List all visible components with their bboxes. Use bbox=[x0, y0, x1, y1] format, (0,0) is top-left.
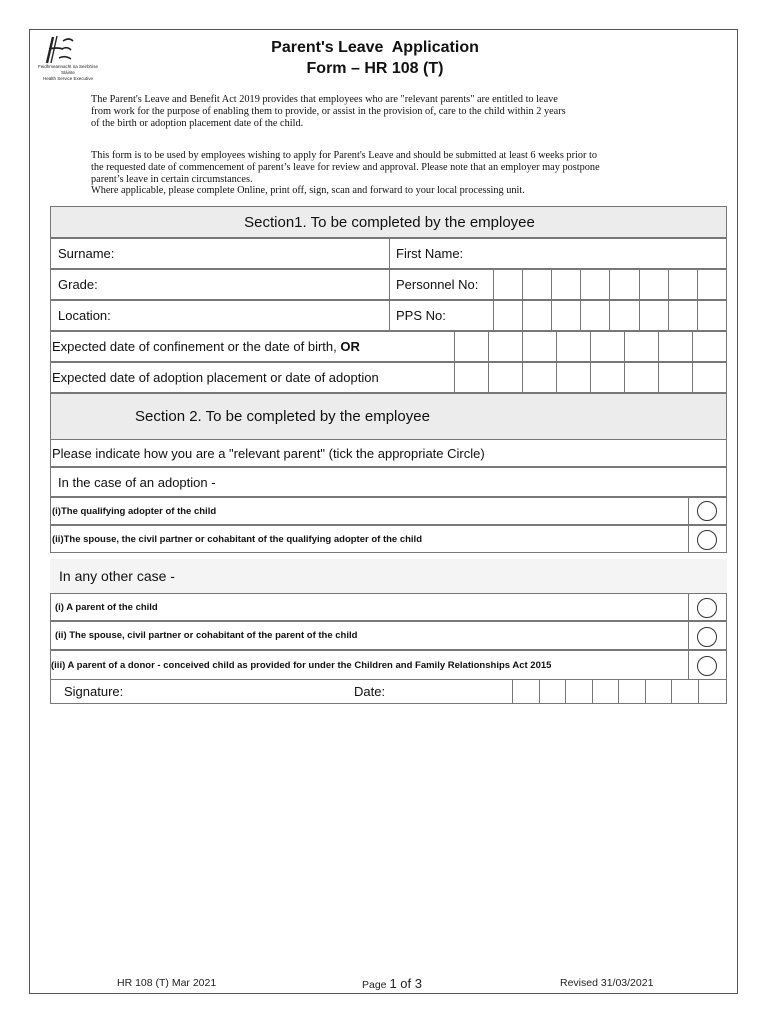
first-name-label: First Name: bbox=[396, 246, 464, 261]
logo-text-irish: Feidhmeannacht na Seirbhíse Sláinte bbox=[37, 64, 99, 75]
grade-label: Grade: bbox=[58, 277, 98, 292]
surname-row bbox=[50, 238, 727, 269]
option-parent-row bbox=[50, 593, 727, 621]
signature-row bbox=[50, 680, 727, 704]
footer-page-number bbox=[362, 976, 422, 991]
logo-text bbox=[33, 64, 103, 82]
logo-text-english: Health Service Executive bbox=[42, 76, 94, 81]
option-qualifying-adopter-row bbox=[50, 497, 727, 525]
footer-form-code: HR 108 (T) Mar 2021 bbox=[117, 977, 217, 989]
signature-label: Signature: bbox=[64, 684, 124, 699]
location-row bbox=[50, 300, 727, 331]
date-label: Date: bbox=[354, 684, 386, 699]
form-title bbox=[200, 37, 550, 79]
section1-heading: Section1. To be completed by the employee bbox=[244, 213, 535, 231]
footer-revised-date: Revised 31/03/2021 bbox=[560, 977, 654, 989]
confinement-label: Expected date of confinement or the date of birth, bbox=[52, 339, 341, 354]
option-spouse-adopter-row bbox=[50, 525, 727, 553]
other-case-label: In any other case - bbox=[59, 568, 175, 584]
option-spouse-parent-radio[interactable] bbox=[697, 627, 717, 647]
other-case-row bbox=[50, 559, 727, 593]
section2-heading: Section 2. To be completed by the employee bbox=[135, 408, 430, 425]
option-donor-child-label: (iii) A parent of a donor - conceived child as provided for under the Children and Family Relationships Act 2015 bbox=[51, 659, 552, 671]
option-spouse-adopter-radio[interactable] bbox=[697, 530, 717, 550]
page-num: 1 of 3 bbox=[389, 976, 422, 991]
confinement-or: OR bbox=[340, 339, 360, 354]
page-prefix: Page bbox=[362, 979, 390, 991]
surname-label: Surname: bbox=[58, 246, 115, 261]
option-qualifying-adopter-radio[interactable] bbox=[697, 501, 717, 521]
pps-no-label: PPS No: bbox=[396, 308, 446, 323]
relevant-parent-instruction: Please indicate how you are a "relevant parent" (tick the appropriate Circle) bbox=[52, 445, 485, 461]
location-label: Location: bbox=[58, 308, 111, 323]
title-line-2: Form – HR 108 (T) bbox=[306, 60, 444, 77]
adoption-date-row bbox=[50, 362, 727, 393]
title-line-1: Parent's Leave Application bbox=[271, 39, 479, 56]
instruction-row bbox=[50, 439, 727, 467]
option-donor-child-row bbox=[50, 650, 727, 680]
adoption-case-row bbox=[50, 467, 727, 497]
option-parent-radio[interactable] bbox=[697, 598, 717, 618]
section1-heading-row bbox=[50, 206, 727, 238]
option-parent-label: (i) A parent of the child bbox=[55, 601, 158, 613]
grade-row bbox=[50, 269, 727, 300]
option-spouse-parent-label: (ii) The spouse, civil partner or cohabitant of the parent of the child bbox=[55, 630, 358, 641]
option-donor-child-radio[interactable] bbox=[697, 656, 717, 676]
option-spouse-parent-row bbox=[50, 621, 727, 650]
intro-paragraph-1: The Parent's Leave and Benefit Act 2019 provides that employees who are "relevant parents" are entitled to leave from work for the purpose of enabling them to provide, or assist in the provision of, care to the child within 2 years of the birth or adoption placement date of the child. bbox=[91, 94, 566, 129]
adoption-date-label: Expected date of adoption placement or date of adoption bbox=[52, 370, 379, 385]
confinement-date-row bbox=[50, 331, 727, 362]
intro-paragraph-2: This form is to be used by employees wishing to apply for Parent's Leave and should be submitted at least 6 weeks prior to the requested date of commencement of parent’s leave for review and approval. Please note that an employer may postpone parent’s leave in certain circumstances. Where applicable, please complete Online, print off, sign, scan and forward to your local processing unit. bbox=[91, 150, 600, 197]
personnel-no-label: Personnel No: bbox=[396, 277, 479, 292]
adoption-case-label: In the case of an adoption - bbox=[58, 474, 216, 490]
section2-heading-row bbox=[50, 393, 727, 439]
option-spouse-adopter-label: (ii)The spouse, the civil partner or cohabitant of the qualifying adopter of the child bbox=[52, 533, 422, 545]
option-qualifying-adopter-label: (i)The qualifying adopter of the child bbox=[52, 505, 217, 517]
